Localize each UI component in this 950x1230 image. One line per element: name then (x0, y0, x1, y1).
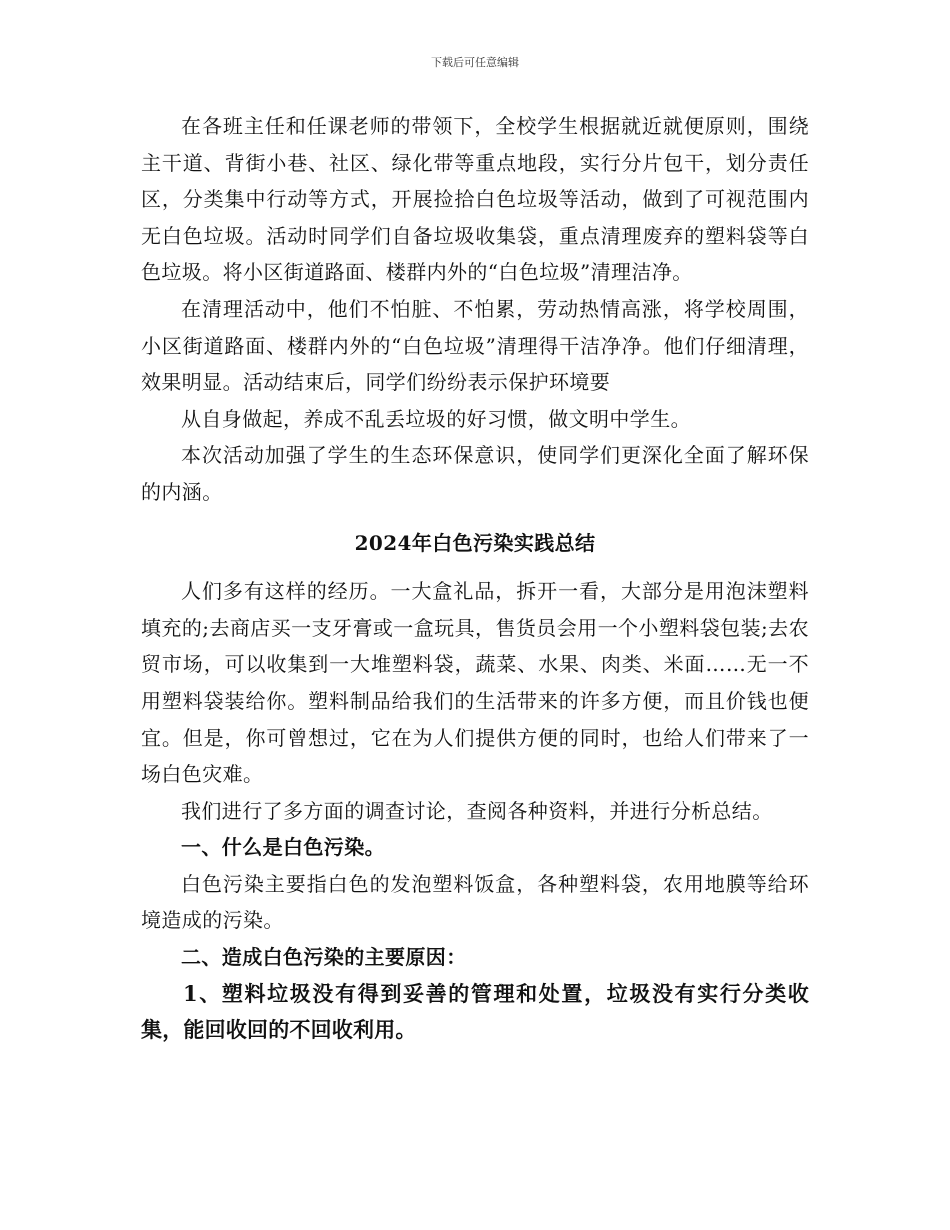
paragraph: 我们进行了多方面的调查讨论，查阅各种资料，并进行分析总结。 (181, 798, 773, 823)
paragraph: 在清理活动中，他们不怕脏、不怕累，劳动热情高涨，将学校周围，小区街道路面、楼群内外的“白色垃圾”清理得干洁净净。他们仔细清理，效果明显。活动结束后，同学们纷纷表示保护环境要 (141, 296, 809, 395)
section-heading: 二、造成白色污染的主要原因： (181, 945, 467, 970)
paragraph: 本次活动加强了学生的生态环保意识，使同学们更深化全面了解环保的内涵。 (141, 443, 809, 504)
paragraph: 在各班主任和任课老师的带领下，全校学生根据就近就便原则，围绕主干道、背街小巷、社区、绿化带等重点地段，实行分片包干，划分责任区，分类集中行动等方式，开展捡拾白色垃圾等活动，做到了可视范围内无白色垃圾。活动时同学们自备垃圾收集袋，重点清理废弃的塑料袋等白色垃圾。将小区街道路面、楼群内外的“白色垃圾”清理洁净。 (141, 114, 809, 285)
paragraph: 从自身做起，养成不乱丢垃圾的好习惯，做文明中学生。 (181, 406, 691, 431)
document-title: 2024年白色污染实践总结 (354, 530, 596, 555)
section-heading: 一、什么是白色污染。 (181, 835, 385, 860)
paragraph: 人们多有这样的经历。一大盒礼品，拆开一看，大部分是用泡沫塑料填充的;去商店买一支牙膏或一盒玩具，售货员会用一个小塑料袋包装;去农贸市场，可以收集到一大堆塑料袋，蔬菜、水果、肉类、米面……无一不用塑料袋装给你。塑料制品给我们的生活带来的许多方便，而且价钱也便宜。但是，你可曾想过，它在为人们提供方便的同时，也给人们带来了一场白色灾难。 (141, 579, 809, 787)
numbered-point: 1、塑料垃圾没有得到妥善的管理和处置，垃圾没有实行分类收集，能回收回的不回收利用。 (141, 980, 809, 1043)
page-header: 下载后可任意编辑 (431, 56, 519, 69)
document-body (141, 108, 809, 1049)
paragraph: 白色污染主要指白色的发泡塑料饭盒，各种塑料袋，农用地膜等给环境造成的污染。 (141, 871, 809, 933)
